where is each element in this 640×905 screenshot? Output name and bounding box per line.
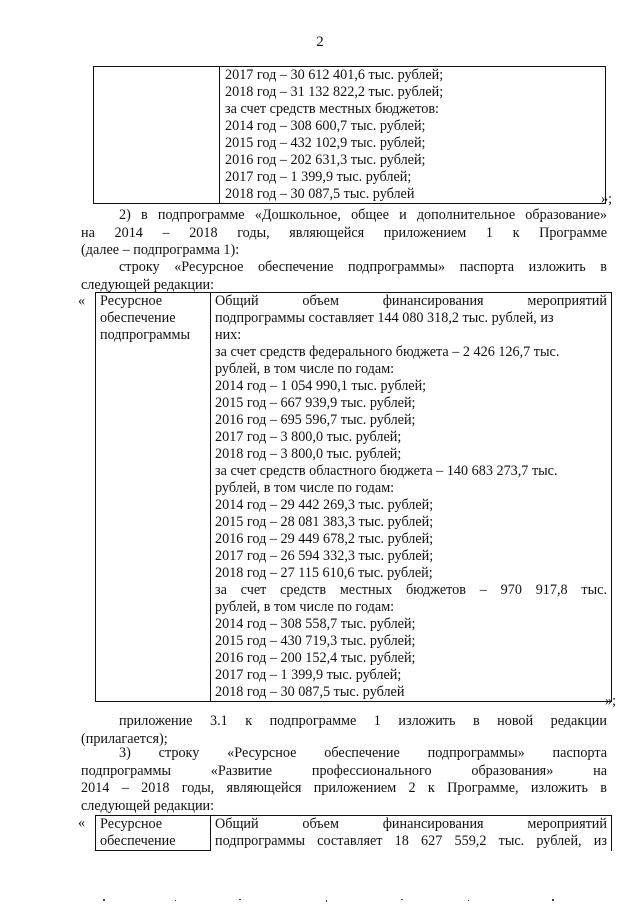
paragraph-appendix-note bbox=[81, 713, 607, 748]
table-line: 2018 год – 30 087,5 тыс. рублей bbox=[215, 684, 405, 700]
table-line: 2014 год – 1 054 990,1 тыс. рублей; bbox=[215, 378, 427, 394]
label-line: Ресурсное bbox=[100, 816, 163, 832]
scan-dot bbox=[552, 899, 554, 901]
table-line: 2017 год – 30 612 401,6 тыс. рублей; bbox=[225, 67, 444, 83]
table-line: подпрограммы составляет 18 627 559,2 тыс. рублей, из bbox=[215, 833, 607, 849]
table-line: 2016 год – 695 596,7 тыс. рублей; bbox=[215, 412, 416, 428]
table-line: 2014 год – 308 600,7 тыс. рублей; bbox=[225, 118, 426, 134]
table-line: Общий объем финансирования мероприятий bbox=[215, 816, 607, 832]
page-number: 2 bbox=[316, 34, 324, 50]
table-line: рублей, в том числе по годам: bbox=[215, 480, 395, 496]
table-line: рублей, в том числе по годам: bbox=[215, 599, 395, 615]
paragraph-item-2-instruction bbox=[81, 259, 607, 294]
resource-table-2 bbox=[95, 815, 612, 851]
table-line: 2018 год – 31 132 822,2 тыс. рублей; bbox=[225, 84, 444, 100]
table-line: за счет средств местных бюджетов – 970 917,8 тыс. bbox=[215, 582, 607, 598]
table-line: 2015 год – 28 081 383,3 тыс. рублей; bbox=[215, 514, 434, 530]
table-label-cell bbox=[96, 293, 211, 702]
paragraph-line: 3) строку «Ресурсное обеспечение подпрограммы» паспорта bbox=[119, 745, 607, 761]
table-line: 2016 год – 200 152,4 тыс. рублей; bbox=[215, 650, 416, 666]
table-line: 2018 год – 27 115 610,6 тыс. рублей; bbox=[215, 565, 433, 581]
table-line: 2017 год – 3 800,0 тыс. рублей; bbox=[215, 429, 402, 445]
paragraph-line: на 2014 – 2018 годы, являющейся приложением 1 к Программе bbox=[81, 224, 607, 241]
table-line: подпрограммы составляет 144 080 318,2 тыс. рублей, из bbox=[215, 310, 554, 326]
table-line: 2018 год – 30 087,5 тыс. рублей bbox=[225, 186, 415, 202]
paragraph-line: следующей редакции: bbox=[81, 797, 215, 814]
opening-quote: « bbox=[78, 293, 86, 309]
paragraph-line: (прилагается); bbox=[81, 730, 168, 747]
table-line: рублей, в том числе по годам: bbox=[215, 361, 395, 377]
scan-artifacts bbox=[0, 893, 640, 905]
table-line: 2015 год – 432 102,9 тыс. рублей; bbox=[225, 135, 426, 151]
label-line: обеспечение bbox=[100, 310, 176, 326]
table-line: за счет средств федерального бюджета – 2 426 126,7 тыс. bbox=[215, 344, 560, 360]
label-line: Ресурсное bbox=[100, 293, 163, 309]
table-line: них: bbox=[215, 327, 242, 343]
scan-dot bbox=[468, 900, 469, 901]
table-line: 2016 год – 202 631,3 тыс. рублей; bbox=[225, 152, 426, 168]
table-label-cell bbox=[94, 67, 220, 204]
table-line: 2014 год – 308 558,7 тыс. рублей; bbox=[215, 616, 416, 632]
paragraph-line: строку «Ресурсное обеспечение подпрограммы» паспорта изложить в bbox=[119, 259, 607, 275]
table-line: за счет средств местных бюджетов: bbox=[225, 101, 439, 117]
paragraph-line: (далее – подпрограмма 1): bbox=[81, 242, 240, 258]
table-value-cell bbox=[211, 816, 612, 851]
table-line: 2017 год – 1 399,9 тыс. рублей; bbox=[225, 169, 412, 185]
table-line: 2017 год – 1 399,9 тыс. рублей; bbox=[215, 667, 402, 683]
table-line: 2017 год – 26 594 332,3 тыс. рублей; bbox=[215, 548, 434, 564]
table-line: 2014 год – 29 442 269,3 тыс. рублей; bbox=[215, 497, 434, 513]
paragraph-line: следующей редакции: bbox=[81, 276, 215, 293]
table-line: за счет средств областного бюджета – 140 683 273,7 тыс. bbox=[215, 463, 558, 479]
scan-dot bbox=[103, 899, 105, 901]
table-value-cell bbox=[220, 67, 606, 204]
scan-dot bbox=[401, 899, 403, 900]
table-line: 2015 год – 430 719,3 тыс. рублей; bbox=[215, 633, 416, 649]
resource-table bbox=[95, 292, 612, 702]
paragraph-item-2 bbox=[81, 207, 607, 260]
closing-quote: »; bbox=[605, 693, 617, 709]
paragraph-line: подпрограммы «Развитие профессионального образования» на bbox=[81, 762, 607, 779]
table-label-cell bbox=[96, 816, 211, 851]
table-line: 2015 год – 667 939,9 тыс. рублей; bbox=[215, 395, 416, 411]
table-line: Общий объем финансирования мероприятий bbox=[215, 293, 607, 309]
scan-dot bbox=[239, 899, 241, 900]
opening-quote: « bbox=[78, 815, 86, 831]
paragraph-line: приложение 3.1 к подпрограмме 1 изложить в новой редакции bbox=[119, 713, 607, 729]
table-value-cell bbox=[211, 293, 612, 702]
label-line: обеспечение bbox=[100, 833, 176, 849]
table-line: 2016 год – 29 449 678,2 тыс. рублей; bbox=[215, 531, 434, 547]
closing-quote: »; bbox=[601, 191, 613, 207]
scan-dot bbox=[175, 900, 176, 901]
paragraph-line: 2014 – 2018 годы, являющейся приложением 2 к Программе, изложить в bbox=[81, 780, 607, 796]
paragraph-line: 2) в подпрограмме «Дошкольное, общее и дополнительное образование» bbox=[119, 207, 607, 223]
table-continuation bbox=[93, 66, 606, 204]
paragraph-item-3 bbox=[81, 745, 607, 815]
label-line: подпрограммы bbox=[100, 327, 190, 343]
table-line: 2018 год – 3 800,0 тыс. рублей; bbox=[215, 446, 402, 462]
scan-dot bbox=[326, 900, 327, 902]
